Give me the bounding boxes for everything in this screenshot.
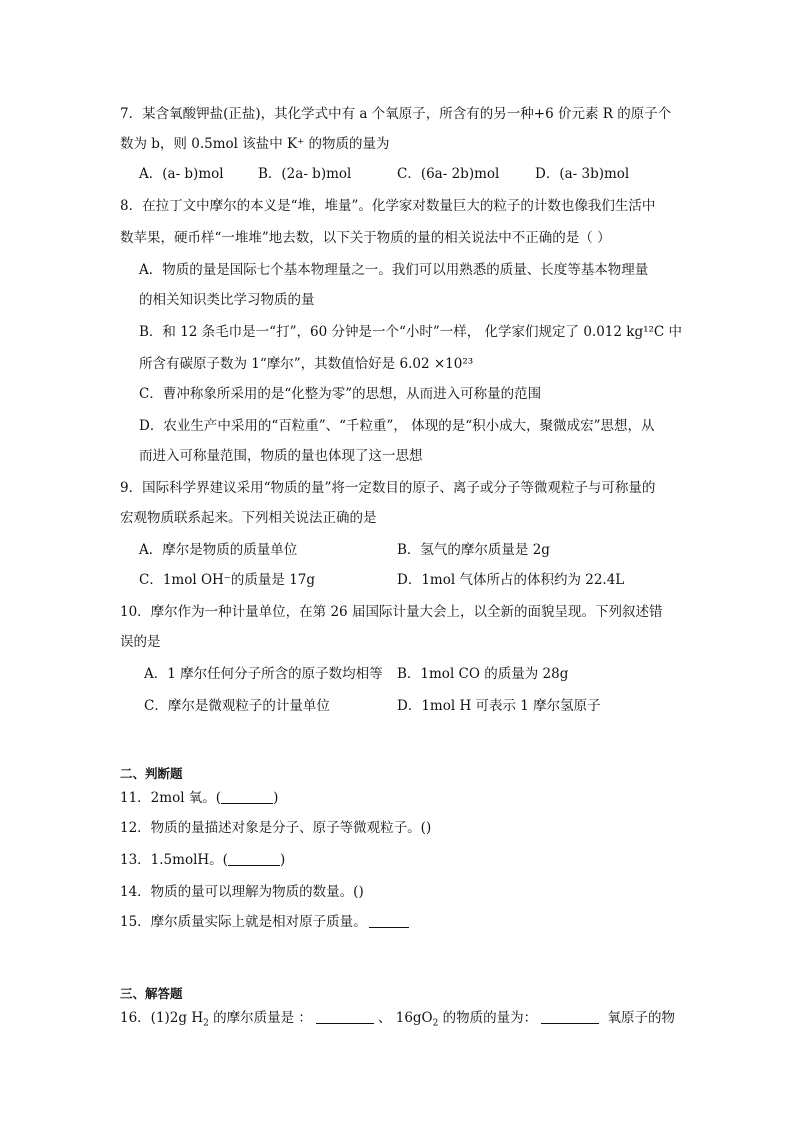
q16 (120, 1008, 675, 1034)
q8-option-c[interactable]: C．曹冲称象所采用的是“化整为零”的思想，从而进入可称量的范围 (139, 386, 542, 402)
q7-option-c[interactable]: C．(6a- 2b)mol (397, 166, 500, 182)
q8-option-d-line2: 而进入可称量范围，物质的量也体现了这一思想 (139, 448, 423, 464)
q8-option-d-line1[interactable]: D．农业生产中采用的“百粒重”、“千粒重”， 体现的是“积小成大，聚微成宏”思想，从 (139, 418, 655, 434)
q13-text: 13．1.5molH。( (120, 852, 228, 868)
q16-text-3: 、 16gO (377, 1010, 433, 1026)
q7-stem-line2: 数为 b，则 0.5mol 该盐中 K⁺ 的物质的量为 (120, 136, 390, 152)
q16-text-2: 的摩尔质量是 ： (208, 1010, 312, 1026)
q9-stem-line2: 宏观物质联系起来。下列相关说法正确的是 (120, 510, 377, 526)
q8-option-b-line2: 所含有碳原子数为 1“摩尔”，其数值恰好是 6.02 ×10²³ (139, 356, 474, 372)
q13-answer-blank[interactable] (228, 851, 280, 866)
q16-text-1: 16．(1)2g H (120, 1010, 204, 1026)
q8-option-a-line2: 的相关知识类比学习物质的量 (139, 292, 315, 308)
q8-stem-line2: 数苹果，硬币样“一堆堆”地去数，以下关于物质的量的相关说法中不正确的是（ ） (120, 230, 611, 246)
q10-option-c[interactable]: C．摩尔是微观粒子的计量单位 (144, 698, 330, 714)
q9-option-d[interactable]: D．1mol 气体所占的体积约为 22.4L (397, 572, 625, 588)
q8-option-a-line1[interactable]: A．物质的量是国际七个基本物理量之一。我们可以用熟悉的质量、长度等基本物理量 (139, 262, 649, 278)
q13 (120, 850, 285, 870)
q15-answer-blank[interactable] (369, 913, 409, 928)
q16-text-5: 氧原子的物 (603, 1010, 675, 1026)
q9-stem-line1: 9．国际科学界建议采用“物质的量”将一定数目的原子、离子或分子等微观粒子与可称量的 (120, 480, 656, 496)
q15 (120, 912, 409, 932)
q10-option-b[interactable]: B．1mol CO 的质量为 28g (397, 666, 569, 682)
q16-blank-2[interactable] (541, 1009, 599, 1024)
q16-sub-1: 2 (203, 1018, 209, 1029)
q7-option-d[interactable]: D．(a- 3b)mol (535, 166, 630, 182)
q11 (120, 788, 278, 808)
q16-text-4: 的物质的量为： (438, 1010, 538, 1026)
q13-close: ) (279, 852, 286, 868)
q15-text: 15．摩尔质量实际上就是相对原子质量。 (120, 914, 367, 930)
q8-stem-line1: 8．在拉丁文中摩尔的本义是“堆，堆量”。化学家对数量巨大的粒子的计数也像我们生活中 (120, 198, 656, 214)
q11-text: 11．2mol 氧。( (120, 790, 222, 806)
q7-option-a[interactable]: A．(a- b)mol (139, 166, 224, 182)
q10-option-a[interactable]: A．1 摩尔任何分子所含的原子数均相等 (144, 666, 383, 682)
q9-option-c[interactable]: C．1mol OH⁻的质量是 17g (139, 572, 316, 588)
q7-stem-line1: 7．某含氧酸钾盐(正盐)，其化学式中有 a 个氧原子，所含有的另一种+6 价元素 R 的原子个 (120, 106, 672, 122)
q14: 14．物质的量可以理解为物质的数量。() (120, 884, 364, 900)
q9-option-b[interactable]: B．氢气的摩尔质量是 2g (397, 542, 550, 558)
q7-option-b[interactable]: B．(2a- b)mol (258, 166, 352, 182)
q10-option-d[interactable]: D．1mol H 可表示 1 摩尔氢原子 (397, 698, 601, 714)
q10-stem-line2: 误的是 (120, 634, 161, 650)
q11-close: ) (273, 790, 279, 806)
section-answer-title: 三、解答题 (120, 986, 183, 1001)
q16-sub-2: 2 (432, 1018, 439, 1029)
q9-option-a[interactable]: A．摩尔是物质的质量单位 (139, 542, 298, 558)
q11-answer-blank[interactable] (221, 789, 273, 804)
q10-stem-line1: 10．摩尔作为一种计量单位，在第 26 届国际计量大会上，以全新的面貌呈现。下列叙述错 (120, 604, 663, 620)
section-judgment-title: 二、判断题 (120, 766, 183, 781)
q16-blank-1[interactable] (316, 1009, 374, 1024)
q8-option-b-line1[interactable]: B．和 12 条毛巾是一“打”，60 分钟是一个“小时”一样， 化学家们规定了 0.012 kg¹²C 中 (139, 324, 683, 340)
q12: 12．物质的量描述对象是分子、原子等微观粒子。() (120, 820, 432, 836)
